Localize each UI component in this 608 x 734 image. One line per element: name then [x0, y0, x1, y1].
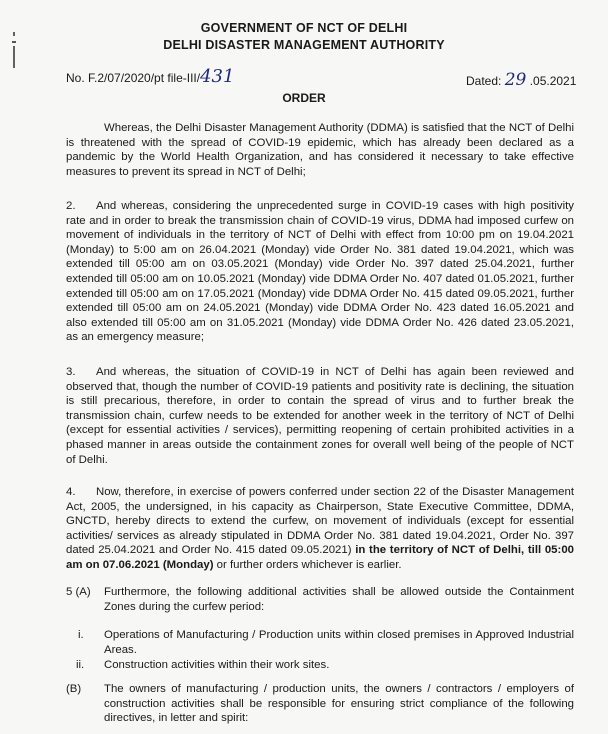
paragraph-5b-number: (B)	[66, 683, 82, 695]
letterhead-authority: DELHI DISASTER MANAGEMENT AUTHORITY	[163, 38, 445, 52]
paragraph-3-text: And whereas, the situation of COVID-19 in NCT of Delhi has again been reviewed and observed that, though the number of COVID-19 patients and positivity rate is declining, the situation is still precarious, therefore, in order to contain the spread of virus and to further break the transmission chain, curfew needs to be extended for another week in the territory of NCT of Delhi (except for essential activities / services), permitting reopening of certain prohibited activities in a phased manner in areas outside the containment zones for overall well being of the people of NCT of Delhi.	[66, 366, 574, 466]
paragraph-3	[66, 365, 574, 467]
file-number	[66, 66, 234, 87]
file-number-prefix: No. F.2/07/2020/pt file-III/	[66, 71, 201, 85]
letterhead	[0, 20, 608, 54]
paragraph-1-text: Whereas, the Delhi Disaster Management Authority (DDMA) is satisfied that the NCT of Delhi is threatened with the spread of COVID-19 epidemic, which has already been declared as a pandemic by the World Health Organization, and has considered it necessary to take effective measures to prevent its spread in NCT of Delhi;	[66, 122, 574, 178]
paragraph-4-number: 4.	[66, 486, 76, 498]
paragraph-3-number: 3.	[66, 366, 76, 378]
paragraph-5b	[66, 682, 574, 726]
list-item-ii-number: ii.	[76, 659, 85, 671]
file-number-handwritten: 431	[200, 66, 235, 87]
date-suffix: .05.2021	[529, 74, 577, 88]
paragraph-5a-number: 5 (A)	[66, 586, 91, 598]
paragraph-2-number: 2.	[66, 200, 76, 212]
order-title: ORDER	[282, 91, 326, 105]
paragraph-4	[66, 485, 574, 573]
paragraph-5b-text: The owners of manufacturing / production units, the owners / contractors / employers of construction activities shall be responsible for ensuring strict compliance of the following directives, in letter and spirit:	[104, 683, 574, 725]
date-handwritten-day: 29	[504, 70, 527, 90]
paragraph-2	[66, 199, 574, 345]
date-label: Dated:	[466, 74, 502, 88]
paragraph-4-text-end: or further orders whichever is earlier.	[216, 558, 402, 571]
paragraph-4-text: Now, therefore, in exercise of powers conferred under section 22 of the Disaster Management Act, 2005, the undersigned, in his capacity as Chairperson, State Executive Committee, DDMA, GNCTD, hereby directs to extend the curfew, on movement of individuals (except for essential activities/ services as already stipulated in DDMA Order No. 381 dated 19.04.2021, Order No. 397 dated 25.04.2021 and Order No. 415 dated 09.05.2021)	[66, 486, 574, 557]
paragraph-5a	[66, 585, 574, 614]
letterhead-government: GOVERNMENT OF NCT OF DELHI	[200, 21, 408, 35]
paragraph-2-text: And whereas, considering the unprecedented surge in COVID-19 cases with high positivity rate and in order to break the transmission chain of COVID-19 virus, DDMA had imposed curfew on movement of individuals in the territory of NCT of Delhi with effect from 10:00 pm on 19.04.2021 (Monday) to 5:00 am on 26.04.2021 (Monday) vide Order No. 381 dated 19.04.2021, which was extended till 05:00 am on 03.05.2021 (Monday) vide Order No. 397 dated 25.04.2021, further extended till 05:00 am on 10.05.2021 (Monday) vide DDMA Order No. 407 dated 01.05.2021, further extended till 05:00 am on 17.05.2021 (Monday) vide DDMA Order No. 415 dated 09.05.2021, further extended till 05:00 am on 24.05.2021 (Monday) vide DDMA Order No. 423 dated 16.05.2021 and also extended till 05:00 am on 31.05.2021 (Monday) vide DDMA Order No. 426 dated 23.05.2021, as an emergency measure;	[66, 200, 574, 344]
paragraph-5a-text: Furthermore, the following additional activities shall be allowed outside the Containment Zones during the curfew period:	[104, 586, 574, 613]
list-item-ii-text: Construction activities within their work sites.	[104, 659, 330, 671]
list-item-i	[66, 628, 574, 657]
list-item-i-number: i.	[78, 629, 84, 641]
paragraph-1	[66, 121, 574, 179]
paragraph-4-bold-text: in the territory of NCT of Delhi, till 05:00 am on 07.06.2021 (Monday)	[66, 544, 574, 571]
order-date	[466, 70, 576, 90]
list-item-i-text: Operations of Manufacturing / Production units within closed premises in Approved Industrial Areas.	[104, 629, 574, 656]
list-item-ii	[66, 658, 574, 673]
